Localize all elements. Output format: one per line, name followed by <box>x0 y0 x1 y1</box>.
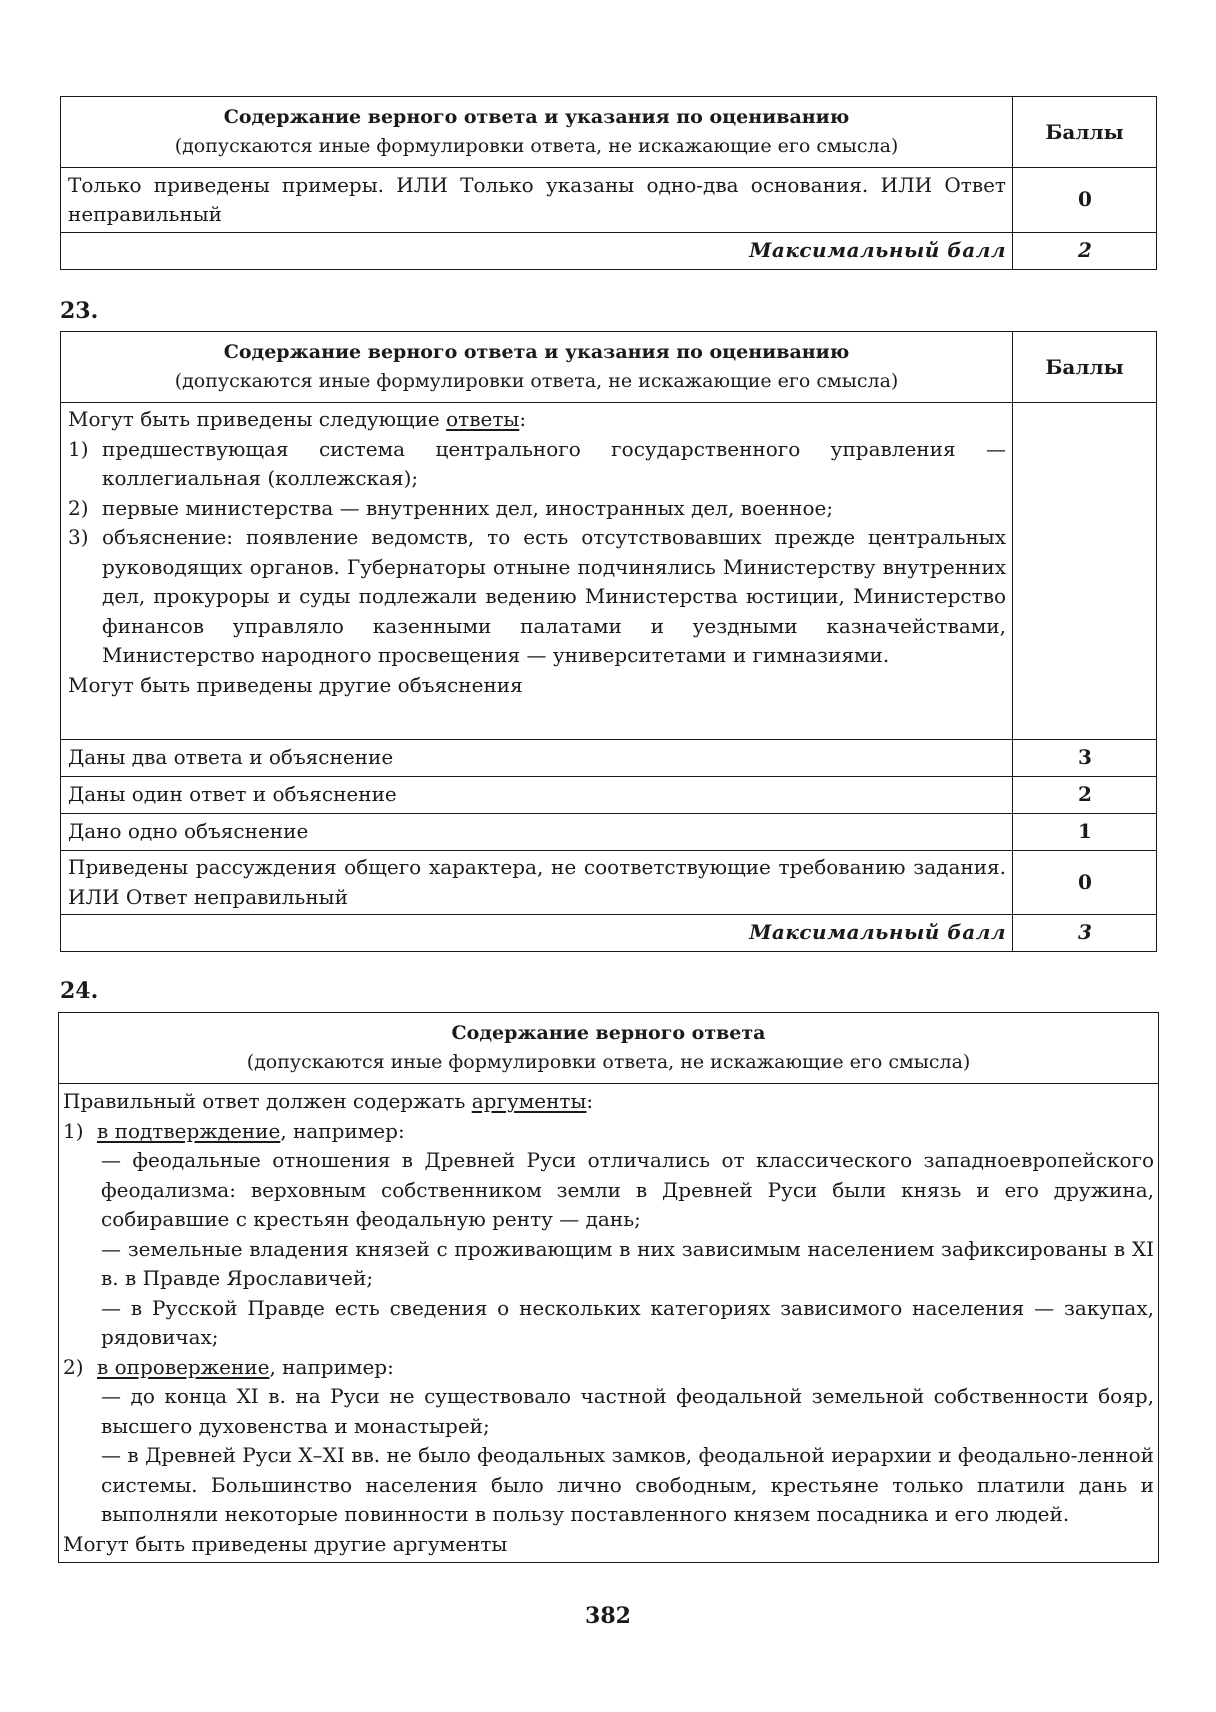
argument-group-2: 2) в опровержение, например: <box>63 1354 394 1379</box>
argument-point: — феодальные отношения в Древней Руси отличались от классического западноевропейского феодализма: верховным собственником земли в Древней Руси были князь и его дружина, собиравшие с крестьян феодальную ренту — дань; <box>101 1148 1154 1231</box>
criterion-score: 2 <box>1013 777 1157 814</box>
table-header-content <box>59 1013 1159 1084</box>
score-column-header: Баллы <box>1013 332 1157 403</box>
scoring-table-continued <box>60 96 1157 270</box>
criterion-text: Только приведены примеры. ИЛИ Только указаны одно-два основания. ИЛИ Ответ неправильный <box>61 168 1013 233</box>
argument-point: — в Русской Правде есть сведения о нескольких категориях зависимого населения — закупах, рядовичах; <box>101 1295 1154 1349</box>
answer-intro: Правильный ответ должен содержать аргументы: <box>63 1089 594 1113</box>
underlined-term: ответы <box>446 407 520 431</box>
task23-scoring-table <box>60 331 1157 952</box>
task24-block <box>58 1012 1159 1563</box>
criterion-text: Дано одно объяснение <box>61 814 1013 851</box>
max-score-value: 2 <box>1013 233 1157 270</box>
answer-outro: Могут быть приведены другие объяснения <box>68 672 523 697</box>
header-note: (допускаются иные формулировки ответа, не искажающие его смысла) <box>174 370 899 392</box>
header-title: Содержание верного ответа и указания по оцениванию <box>223 106 850 128</box>
empty-score-cell <box>1013 403 1157 740</box>
argument-point: — до конца XI в. на Руси не существовало частной феодальной земельной собственности бояр, высшего духовенства и монастырей; <box>101 1384 1154 1438</box>
continuation-table-block <box>60 96 1157 270</box>
criterion-score: 0 <box>1013 851 1157 915</box>
max-score-label: Максимальный балл <box>61 233 1013 270</box>
page-number: 382 <box>585 1603 631 1629</box>
criterion-score: 3 <box>1013 740 1157 777</box>
answer-outro: Могут быть приведены другие аргументы <box>63 1531 508 1556</box>
task23-block <box>60 331 1157 952</box>
header-note: (допускаются иные формулировки ответа, не искажающие его смысла) <box>174 135 899 157</box>
score-column-header: Баллы <box>1013 97 1157 168</box>
argument-group-1: 1) в подтверждение, например: <box>63 1118 405 1143</box>
answer-content-cell <box>59 1084 1159 1563</box>
header-title: Содержание верного ответа и указания по оцениванию <box>223 341 850 363</box>
underlined-term: аргументы <box>471 1089 587 1113</box>
answer-item-1: 1) предшествующая система центрального государственного управления — коллегиальная (коллежская); <box>68 436 1006 490</box>
table-header-content <box>61 97 1013 168</box>
argument-point: — земельные владения князей с проживающим в них зависимым населением зафиксированы в XI в. в Правде Ярославичей; <box>101 1236 1154 1290</box>
answer-intro: Могут быть приведены следующие ответы: <box>68 407 527 431</box>
task-number-23: 23. <box>60 298 99 324</box>
header-note: (допускаются иные формулировки ответа, не искажающие его смысла) <box>246 1051 971 1073</box>
underlined-term: в подтверждение <box>97 1118 281 1143</box>
max-score-label: Максимальный балл <box>61 915 1013 952</box>
table-header-content <box>61 332 1013 403</box>
answer-item-2: 2) первые министерства — внутренних дел, иностранных дел, военное; <box>68 495 834 520</box>
underlined-term: в опровержение <box>97 1354 270 1379</box>
task24-answer-table <box>58 1012 1159 1563</box>
criterion-text: Даны один ответ и объяснение <box>61 777 1013 814</box>
argument-point: — в Древней Руси X–XI вв. не было феодальных замков, феодальной иерархии и феодально-ленной системы. Большинство населения было лично свободным, крестьяне только платили дань и выполняли некоторые повинности в пользу поставленного князем посадника и его людей. <box>101 1443 1154 1526</box>
criterion-score: 0 <box>1013 168 1157 233</box>
answer-item-3: 3) объяснение: появление ведомств, то есть отсутствовавших прежде центральных руководящих органов. Губернаторы отныне подчинялись Министерству внутренних дел, прокуроры и суды подлежали ведению Министерства юстиции, Министерство финансов управляло казенными палатами и уездными казначействами, Министерство народного просвещения — университетами и гимназиями. <box>68 525 1006 667</box>
criterion-text: Приведены рассуждения общего характера, не соответствующие требованию задания. ИЛИ Ответ неправильный <box>61 851 1013 915</box>
max-score-value: 3 <box>1013 915 1157 952</box>
header-title: Содержание верного ответа <box>451 1022 766 1044</box>
criterion-score: 1 <box>1013 814 1157 851</box>
task-number-24: 24. <box>60 978 99 1004</box>
answer-content-cell <box>61 403 1013 740</box>
criterion-text: Даны два ответа и объяснение <box>61 740 1013 777</box>
